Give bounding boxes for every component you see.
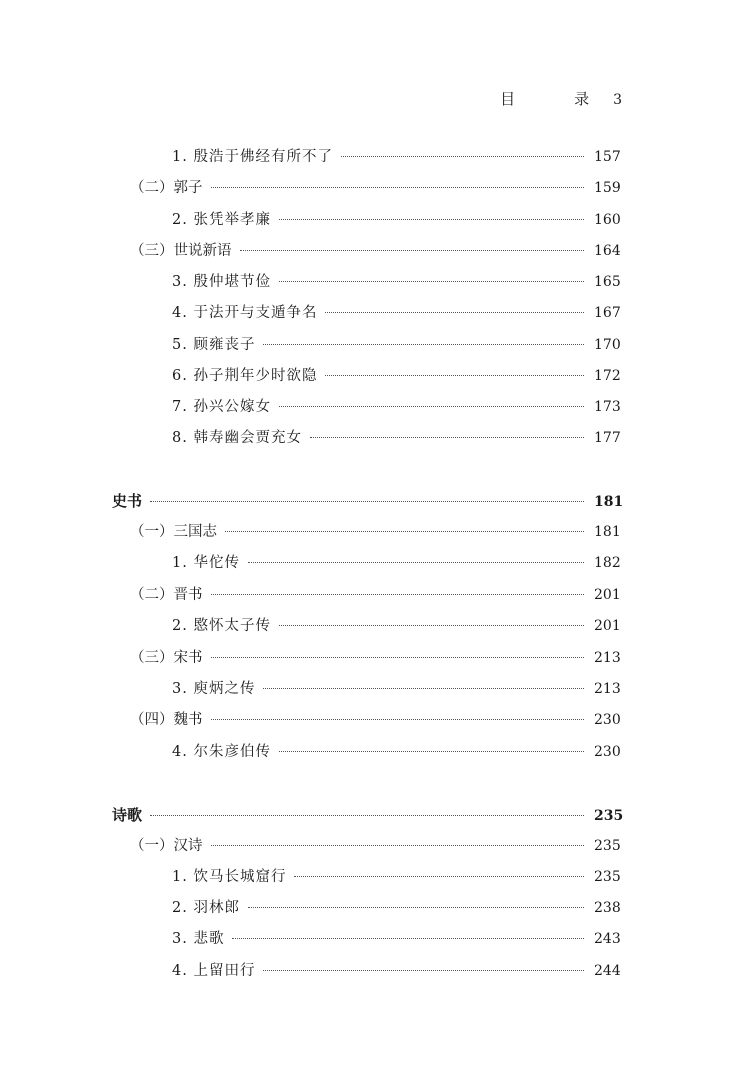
dot-leader [211,657,585,658]
toc-entry-page-number: 159 [594,180,621,196]
toc-entry-page-number: 170 [594,337,621,353]
toc-entry-title: 1. 华佗传 [172,555,240,571]
toc-entry-page-number: 167 [594,305,621,321]
toc-item-entry[interactable] [172,898,620,918]
toc-entry-page-number: 235 [594,808,624,824]
toc-entry-title: 史书 [112,492,143,510]
toc-entry-title: 3. 庾炳之传 [172,681,256,697]
toc-item-entry[interactable] [172,929,620,949]
toc-entry-page-number: 230 [594,744,621,760]
toc-entry-title: （三）宋书 [130,650,203,666]
dot-leader [279,751,584,752]
toc-item-entry[interactable] [172,335,620,355]
toc-item-entry[interactable] [172,303,620,323]
dot-leader [279,219,584,220]
toc-item-entry[interactable] [172,679,620,699]
dot-leader [211,594,585,595]
toc-entry-page-number: 235 [594,838,621,854]
toc-section-entry[interactable] [130,648,620,668]
dot-leader [248,562,584,563]
toc-item-entry[interactable] [172,616,620,636]
toc-entry-page-number: 243 [594,931,621,947]
dot-leader [279,625,584,626]
header-title: 目 录 [500,90,612,108]
toc-entry-title: （一）汉诗 [130,838,203,854]
toc-entry-page-number: 177 [594,430,621,446]
dot-leader [211,187,585,188]
toc-item-entry[interactable] [172,742,620,762]
dot-leader [263,688,584,689]
toc-entry-page-number: 182 [594,555,621,571]
dot-leader [325,312,584,313]
header-page-number: 3 [613,92,622,108]
toc-entry-title: （二）晋书 [130,587,203,603]
toc-entry-title: 4. 上留田行 [172,963,256,979]
toc-section-entry[interactable] [130,241,620,261]
dot-leader [211,845,585,846]
toc-entry-page-number: 244 [594,963,621,979]
toc-entry-page-number: 230 [594,712,621,728]
toc-part-entry[interactable] [112,491,624,512]
dot-leader [294,876,584,877]
toc-part-entry[interactable] [112,805,624,826]
toc-section-entry[interactable] [130,710,620,730]
toc-entry-title: （四）魏书 [130,712,203,728]
toc-entry-title: 7. 孙兴公嫁女 [172,399,271,415]
dot-leader [325,375,584,376]
dot-leader [279,406,584,407]
toc-entry-page-number: 160 [594,212,621,228]
toc-section-entry[interactable] [130,836,620,856]
dot-leader [310,437,584,438]
toc-entry-page-number: 165 [594,274,621,290]
dot-leader [211,719,585,720]
dot-leader [341,156,584,157]
toc-entry-title: 诗歌 [112,806,143,824]
dot-leader [240,250,585,251]
toc-item-entry[interactable] [172,397,620,417]
toc-entry-page-number: 181 [594,524,621,540]
toc-item-entry[interactable] [172,867,620,887]
toc-entry-title: 2. 愍怀太子传 [172,618,271,634]
toc-entry-title: （二）郭子 [130,180,203,196]
toc-entry-page-number: 238 [594,900,621,916]
toc-section-entry[interactable] [130,522,620,542]
toc-entry-title: 1. 殷浩于佛经有所不了 [172,149,333,165]
dot-leader [150,501,584,502]
dot-leader [150,815,584,816]
toc-entry-title: 4. 于法开与支遁争名 [172,305,318,321]
toc-entry-page-number: 173 [594,399,621,415]
dot-leader [232,938,584,939]
toc-entry-title: 1. 饮马长城窟行 [172,869,287,885]
dot-leader [279,281,584,282]
toc-entry-page-number: 213 [594,681,621,697]
toc-item-entry[interactable] [172,272,620,292]
dot-leader [248,907,584,908]
dot-leader [263,970,584,971]
toc-section-entry[interactable] [130,178,620,198]
toc-entry-title: 8. 韩寿幽会贾充女 [172,430,302,446]
toc-entry-page-number: 235 [594,869,621,885]
toc-entry-page-number: 181 [594,494,624,510]
toc-entry-title: 5. 顾雍丧子 [172,337,256,353]
toc-entry-title: 3. 殷仲堪节俭 [172,274,271,290]
toc-entry-title: 2. 羽林郎 [172,900,240,916]
toc-entry-title: （一）三国志 [130,524,217,540]
toc-item-entry[interactable] [172,961,620,981]
dot-leader [225,531,584,532]
toc-item-entry[interactable] [172,366,620,386]
toc-item-entry[interactable] [172,210,620,230]
toc-entry-page-number: 157 [594,149,621,165]
toc-entry-title: 6. 孙子荆年少时欲隐 [172,368,318,384]
toc-item-entry[interactable] [172,428,620,448]
toc-entry-title: 4. 尔朱彦伯传 [172,744,271,760]
toc-entry-page-number: 213 [594,650,621,666]
toc-item-entry[interactable] [172,147,620,167]
toc-entry-page-number: 164 [594,243,621,259]
toc-item-entry[interactable] [172,553,620,573]
toc-section-entry[interactable] [130,585,620,605]
dot-leader [263,344,584,345]
toc-entry-title: 2. 张凭举孝廉 [172,212,271,228]
toc-entry-title: （三）世说新语 [130,243,232,259]
toc-entry-page-number: 201 [594,618,621,634]
toc-entry-page-number: 172 [594,368,621,384]
toc-entry-title: 3. 悲歌 [172,931,225,947]
toc-entry-page-number: 201 [594,587,621,603]
